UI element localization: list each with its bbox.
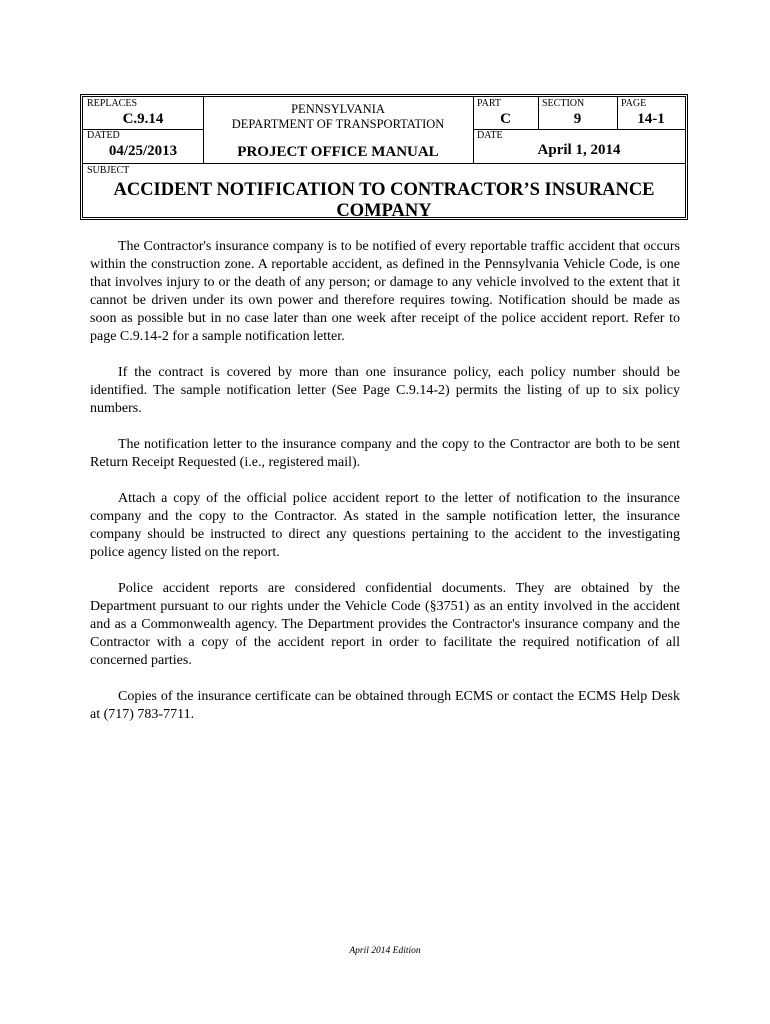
body-paragraph: Attach a copy of the official police accident report to the letter of notification to the insurance company and the copy to the Contractor. As stated in the sample notification letter, the insurance company should be instructed to direct any questions pertaining to the accident to the investigating police agency listed on the report. [90, 491, 680, 560]
date-cell [473, 129, 685, 163]
section-cell [538, 97, 617, 129]
replaces-value: C.9.14 [122, 111, 164, 127]
body-paragraph: Police accident reports are considered confidential documents. They are obtained by the Department pursuant to our rights under the Vehicle Code (§3751) as an entity involved in the accident and as a Commonwealth agency. The Department provides the Contractor's insurance company and the Contractor with a copy of the accident report in order to facilitate the required notification of all concerned parties. [90, 581, 680, 668]
dated-value: 04/25/2013 [108, 143, 178, 159]
page-value: 14-1 [637, 111, 665, 127]
date-label: DATE [477, 130, 503, 141]
subject-title-line2: COMPANY [336, 201, 432, 221]
page-cell [617, 97, 685, 129]
body-paragraph: The Contractor's insurance company is to be notified of every reportable traffic accident that occurs within the construction zone. A reportable accident, as defined in the Pennsylvania Vehicle Code, is one that involves injury to or the death of any person; or damage to any vehicle involved to the extent that it cannot be driven under its own power and therefore requires towing. Notification should be made as soon as possible but in no case later than one week after receipt of the police accident report. Refer to page C.9.14-2 for a sample notification letter. [90, 239, 680, 344]
section-value: 9 [573, 111, 582, 127]
body-paragraph: The notification letter to the insurance company and the copy to the Contractor are both to be sent Return Receipt Requested (i.e., registered mail). [90, 437, 680, 470]
page-label: PAGE [621, 98, 647, 109]
subject-label: SUBJECT [87, 165, 130, 176]
part-cell [473, 97, 538, 129]
header-divider [83, 163, 685, 164]
body-paragraph: If the contract is covered by more than one insurance policy, each policy number should be identified. The sample notification letter (See Page C.9.14-2) permits the listing of up to six policy numbers. [90, 365, 680, 416]
part-label: PART [477, 98, 502, 109]
document-body [90, 238, 680, 742]
department-cell [203, 97, 473, 163]
dated-cell [83, 129, 203, 163]
section-label: SECTION [542, 98, 585, 109]
subject-title [87, 180, 681, 222]
document-header [80, 94, 688, 220]
body-paragraph: Copies of the insurance certificate can be obtained through ECMS or contact the ECMS Help Desk at (717) 783-7711. [90, 689, 680, 722]
edition-footer: April 2014 Edition [349, 946, 421, 956]
dated-label: DATED [87, 130, 120, 141]
replaces-label: REPLACES [87, 98, 138, 109]
part-value: C [500, 111, 511, 127]
subject-title-line1: ACCIDENT NOTIFICATION TO CONTRACTOR’S INSURANCE [113, 180, 655, 200]
date-value: April 1, 2014 [537, 142, 621, 158]
manual-title: PROJECT OFFICE MANUAL [237, 144, 439, 160]
org-name-line1: PENNSYLVANIA [291, 102, 385, 116]
org-name-line2: DEPARTMENT OF TRANSPORTATION [231, 117, 445, 131]
replaces-cell [83, 97, 203, 129]
